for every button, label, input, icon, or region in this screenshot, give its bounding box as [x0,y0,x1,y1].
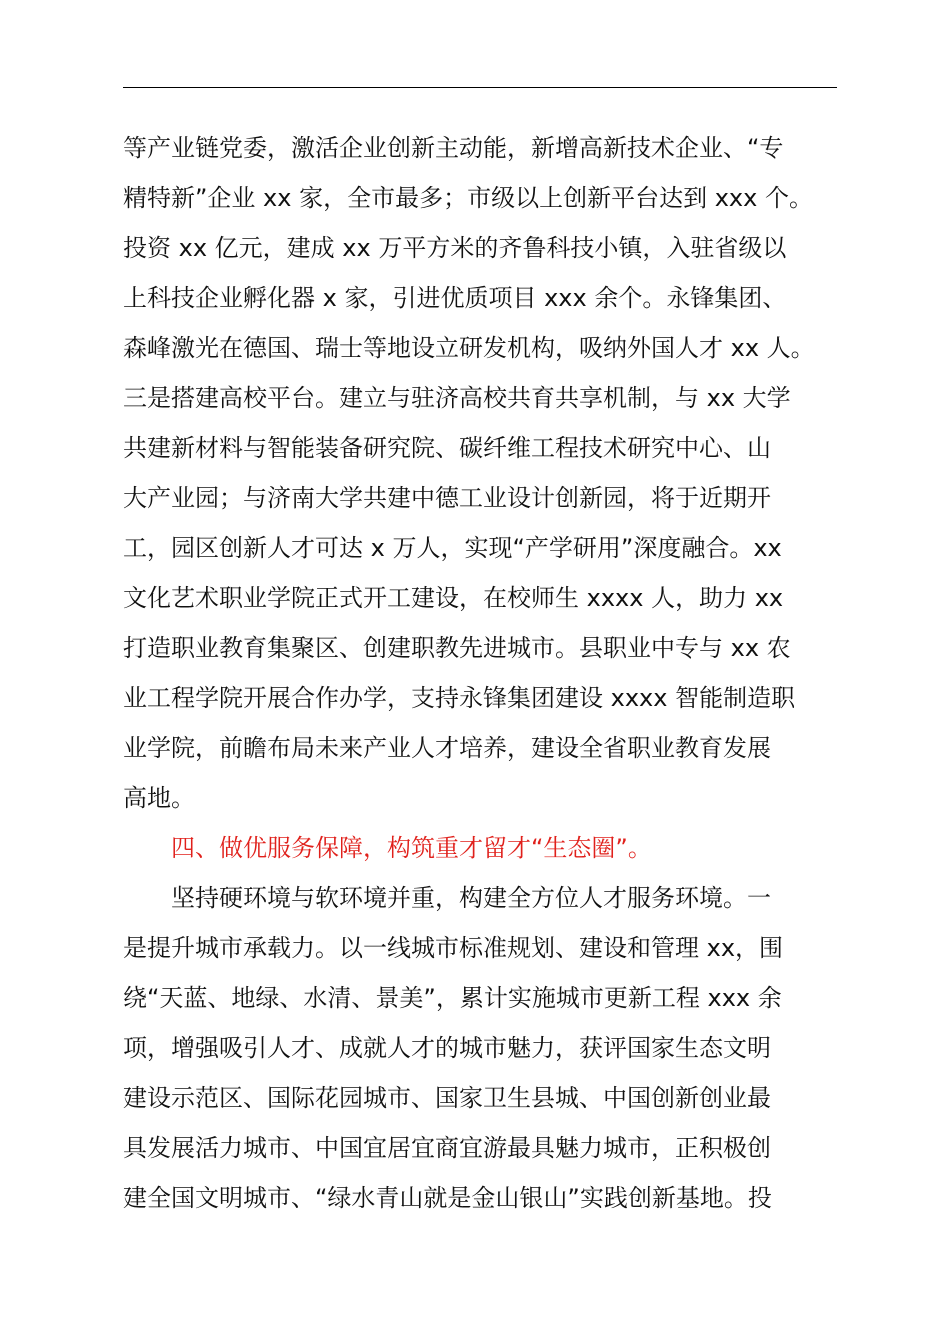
text-line: 是提升城市承载力。以一线城市标准规划、建设和管理 xx，围 [123,934,784,962]
text-line: 具发展活力城市、中国宜居宜商宜游最具魅力城市，正积极创 [123,1134,771,1162]
header-rule [123,87,837,88]
text-line: 精特新”企业 xx 家，全市最多；市级以上创新平台达到 xxx 个。 [123,184,813,212]
text-line: 项，增强吸引人才、成就人才的城市魅力，获评国家生态文明 [123,1034,771,1062]
paragraph-2 [123,873,843,1223]
text-line: 文化艺术职业学院正式开工建设，在校师生 xxxx 人，助力 xx [123,584,784,612]
text-line: 打造职业教育集聚区、创建职教先进城市。县职业中专与 xx 农 [123,634,791,662]
text-line: 业工程学院开展合作办学，支持永锋集团建设 xxxx 智能制造职 [123,684,796,712]
text-line: 工，园区创新人才可达 x 万人，实现“产学研用”深度融合。xx [123,534,782,562]
text-line: 共建新材料与智能装备研究院、碳纤维工程技术研究中心、山 [123,434,771,462]
text-line: 等产业链党委，激活企业创新主动能，新增高新技术企业、“专 [123,134,784,162]
text-line: 大产业园；与济南大学共建中德工业设计创新园，将于近期开 [123,484,771,512]
section-heading: 四、做优服务保障，构筑重才留才“生态圈”。 [171,834,652,862]
text-line: 坚持硬环境与软环境并重，构建全方位人才服务环境。一 [171,884,771,912]
text-line: 三是搭建高校平台。建立与驻济高校共育共享机制，与 xx 大学 [123,384,791,412]
text-line: 高地。 [123,784,195,812]
text-line: 建设示范区、国际花园城市、国家卫生县城、中国创新创业最 [123,1084,771,1112]
text-line: 建全国文明城市、“绿水青山就是金山银山”实践创新基地。投 [123,1184,772,1212]
text-line: 绕“天蓝、地绿、水清、景美”，累计实施城市更新工程 xxx 余 [123,984,782,1012]
document-body [123,123,843,1223]
text-line: 上科技企业孵化器 x 家，引进优质项目 xxx 余个。永锋集团、 [123,284,787,312]
text-line: 森峰激光在德国、瑞士等地设立研发机构，吸纳外国人才 xx 人。 [123,334,815,362]
paragraph-1 [123,123,843,823]
text-line: 投资 xx 亿元，建成 xx 万平方米的齐鲁科技小镇，入驻省级以 [123,234,787,262]
text-line: 业学院，前瞻布局未来产业人才培养，建设全省职业教育发展 [123,734,771,762]
